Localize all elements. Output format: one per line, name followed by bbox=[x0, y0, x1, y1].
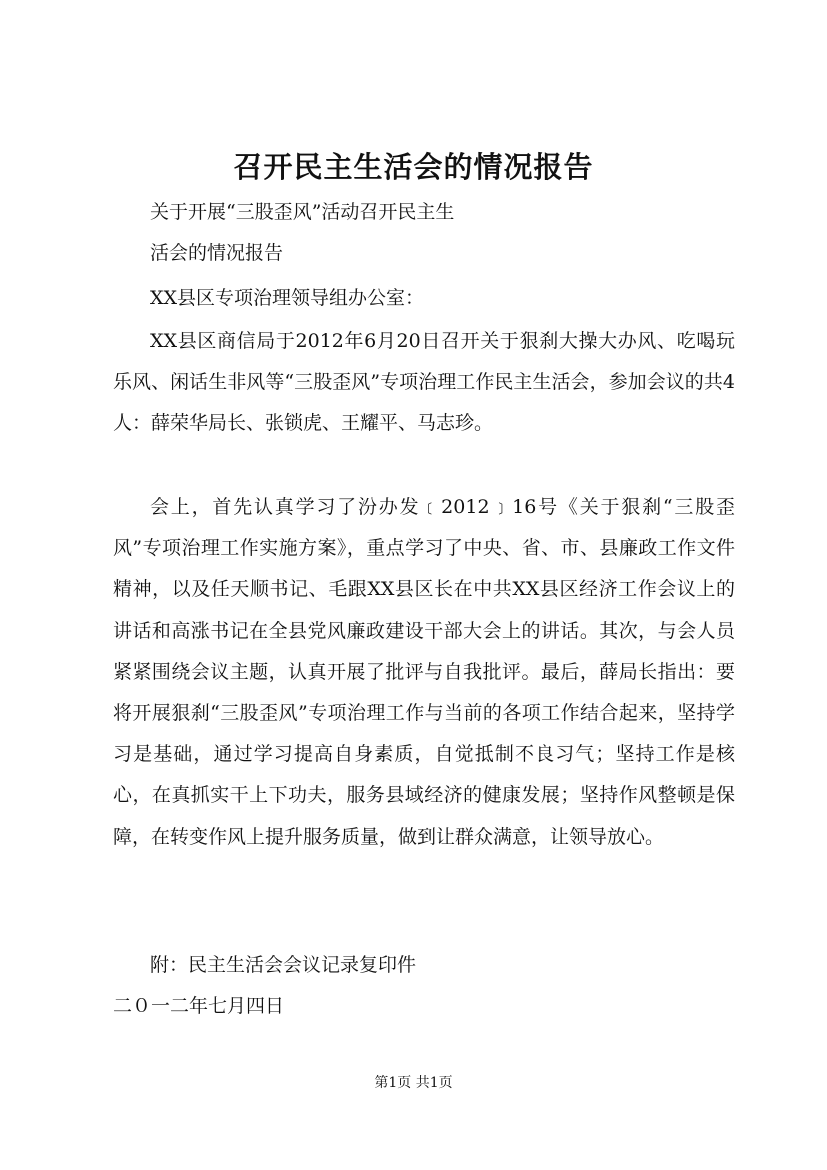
document-date: 二０一二年七月四日 bbox=[113, 995, 285, 1017]
page-footer: 第1页 共1页 bbox=[374, 1075, 453, 1091]
paragraph-meeting-content: 会上，首先认真学习了汾办发﹝2012﹞16号《关于狠刹“三股歪风”专项治理工作实施方案》，重点学习了中央、省、市、县廉政工作文件精神，以及任天顺书记、毛跟XX县区长在中共XX县区经济工作会议上的讲话和高涨书记在全县党风廉政建设干部大会上的讲话。其次，与会人员紧紧围绕会议主题，认真开展了批评与自我批评。最后，薛局长指出：要将开展狠刹“三股歪风”专项治理工作与当前的各项工作结合起来，坚持学习是基础，通过学习提高自身素质，自觉抵制不良习气；坚持工作是核心，在真抓实干上下功夫，服务县域经济的健康发展；坚持作风整顿是保障，在转变作风上提升服务质量，做到让群众满意，让领导放心。 bbox=[113, 496, 735, 848]
document-title: 召开民主生活会的情况报告 bbox=[233, 150, 594, 184]
paragraph-meeting-summary: XX县区商信局于2012年6月20日召开关于狠刹大操大办风、吃喝玩乐风、闲话生非风等“三股歪风”专项治理工作民主生活会，参加会议的共4人：薛荣华局长、张锁虎、王耀平、马志珍。 bbox=[113, 330, 735, 435]
subtitle-line-2: 活会的情况报告 bbox=[150, 242, 284, 264]
attachment-note: 附：民主生活会会议记录复印件 bbox=[150, 954, 417, 976]
subtitle-line-1: 关于开展“三股歪风”活动召开民主生 bbox=[150, 201, 455, 223]
addressee: XX县区专项治理领导组办公室： bbox=[150, 287, 425, 309]
